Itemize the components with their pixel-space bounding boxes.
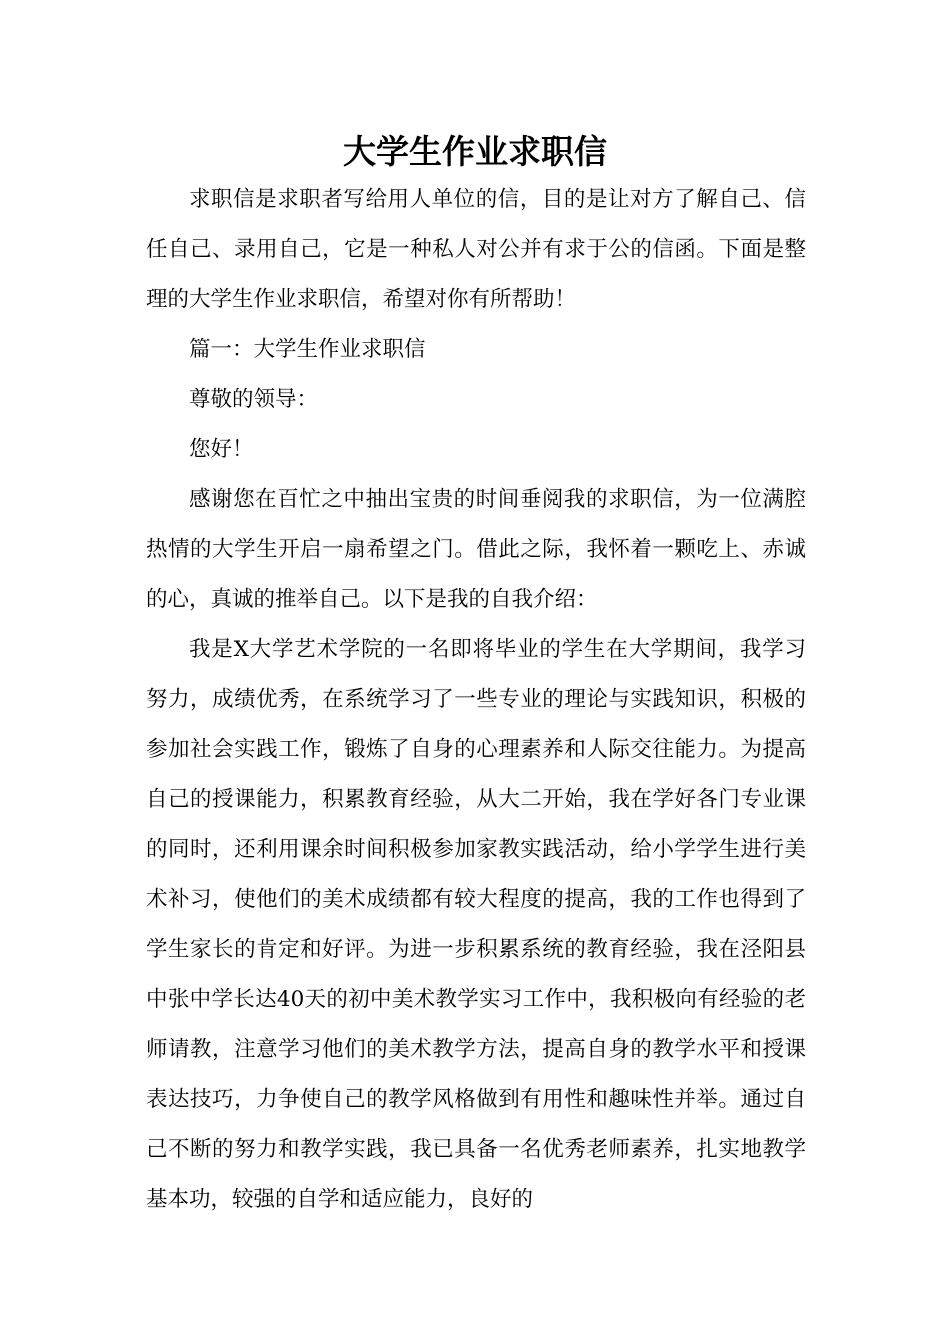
paragraph-intro: 求职信是求职者写给用人单位的信，目的是让对方了解自己、信任自己、录用自己，它是一种私人对公并有求于公的信函。下面是整理的大学生作业求职信，希望对你有所帮助！ [146, 187, 806, 312]
paragraph-thanks: 感谢您在百忙之中抽出宝贵的时间垂阅我的求职信，为一位满腔热情的大学生开启一扇希望之门。借此之际，我怀着一颗吃上、赤诚的心，真诚的推举自己。以下是我的自我介绍： [146, 487, 806, 612]
document-title: 大学生作业求职信 [343, 132, 607, 171]
document-body [146, 175, 806, 1225]
paragraph-greeting: 您好！ [189, 437, 254, 462]
paragraph-salutation: 尊敬的领导： [189, 387, 319, 412]
paragraph-section-heading: 篇一：大学生作业求职信 [189, 337, 426, 362]
paragraph-self-introduction: 我是X大学艺术学院的一名即将毕业的学生在大学期间，我学习努力，成绩优秀，在系统学习了一些专业的理论与实践知识，积极的参加社会实践工作，锻炼了自身的心理素养和人际交往能力。为提高自己的授课能力，积累教育经验，从大二开始，我在学好各门专业课的同时，还利用课余时间积极参加家教实践活动，给小学学生进行美术补习，使他们的美术成绩都有较大程度的提高，我的工作也得到了学生家长的肯定和好评。为进一步积累系统的教育经验，我在泾阳县中张中学长达40天的初中美术教学实习工作中，我积极向有经验的老师请教，注意学习他们的美术教学方法，提高自身的教学水平和授课表达技巧，力争使自己的教学风格做到有用性和趣味性并举。通过自己不断的努力和教学实践，我已具备一名优秀老师素养，扎实地教学基本功，较强的自学和适应能力，良好的 [146, 637, 806, 1212]
